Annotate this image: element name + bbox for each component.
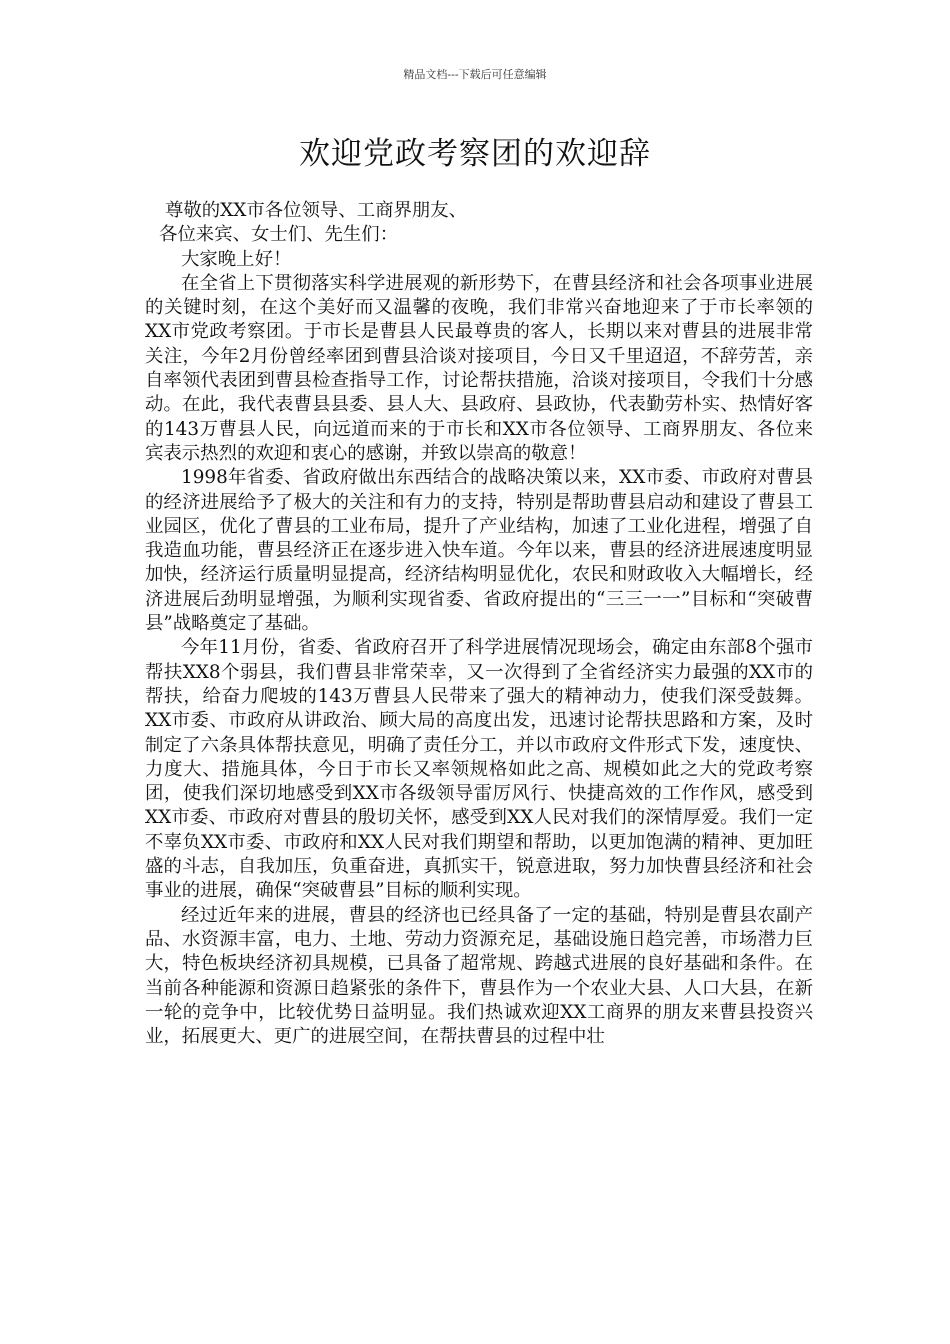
document-title: 欢迎党政考察团的欢迎辞 xyxy=(299,136,651,172)
document-body xyxy=(145,199,813,1049)
salutation-line-2: 各位来宾、女士们、先生们： xyxy=(159,224,399,246)
paragraph: 1998年省委、省政府做出东西结合的战略决策以来，XX市委、市政府对曹县的经济进展给予了极大的关注和有力的支持，特别是帮助曹县启动和建设了曹县工业园区，优化了曹县的工业布局，提升了产业结构，加速了工业化进程，增强了自我造血功能，曹县经济正在逐步进入快车道。今年以来，曹县的经济进展速度明显加快，经济运行质量明显提高，经济结构明显优化，农民和财政收入大幅增长，经济进展后劲明显增强，为顺利实现省委、省政府提出的“三三一一”目标和“突破曹县”战略奠定了基础。 xyxy=(145,467,813,635)
paragraph: 在全省上下贯彻落实科学进展观的新形势下，在曹县经济和社会各项事业进展的关键时刻，在这个美好而又温馨的夜晚，我们非常兴奋地迎来了于市长率领的XX市党政考察团。于市长是曹县人民最尊贵的客人，长期以来对曹县的进展非常关注，今年2月份曾经率团到曹县洽谈对接项目，今日又千里迢迢，不辞劳苦，亲自率领代表团到曹县检查指导工作，讨论帮扶措施，洽谈对接项目，令我们十分感动。在此，我代表曹县县委、县人大、县政府、县政协，代表勤劳朴实、热情好客的143万曹县人民，向远道而来的于市长和XX市各位领导、工商界朋友、各位来宾表示热烈的欢迎和衷心的感谢，并致以崇高的敬意！ xyxy=(145,272,813,464)
paragraph: 今年11月份，省委、省政府召开了科学进展情况现场会，确定由东部8个强市帮扶XX8个弱县，我们曹县非常荣幸，又一次得到了全省经济实力最强的XX市的帮扶，给奋力爬坡的143万曹县人民带来了强大的精神动力，使我们深受鼓舞。XX市委、市政府从讲政治、顾大局的高度出发，迅速讨论帮扶思路和方案，及时制定了六条具体帮扶意见，明确了责任分工，并以市政府文件形式下发，速度快、力度大、措施具体，今日于市长又率领规格如此之高、规模如此之大的党政考察团，使我们深切地感受到XX市各级领导雷厉风行、快捷高效的工作作风，感受到XX市委、市政府对曹县的殷切关怀，感受到XX人民对我们的深情厚爱。我们一定不辜负XX市委、市政府和XX人民对我们期望和帮助，以更加饱满的精神、更加旺盛的斗志，自我加压，负重奋进，真抓实干，锐意进取，努力加快曹县经济和社会事业的进展，确保“突破曹县”目标的顺利实现。 xyxy=(145,637,813,902)
paragraph: 经过近年来的进展，曹县的经济也已经具备了一定的基础，特别是曹县农副产品、水资源丰富，电力、土地、劳动力资源充足，基础设施日趋完善，市场潜力巨大，特色板块经济初具规模，已具备了超常规、跨越式进展的良好基础和条件。在当前各种能源和资源日趋紧张的条件下，曹县作为一个农业大县、人口大县，在新一轮的竞争中，比较优势日益明显。我们热诚欢迎XX工商界的朋友来曹县投资兴业，拓展更大、更广的进展空间，在帮扶曹县的过程中壮 xyxy=(145,904,813,1048)
salutation-line-1: 尊敬的XX市各位领导、工商界朋友、 xyxy=(165,200,468,221)
header-note: 精品文档---下载后可任意编辑 xyxy=(403,68,547,81)
greeting-line: 大家晚上好！ xyxy=(181,248,292,270)
